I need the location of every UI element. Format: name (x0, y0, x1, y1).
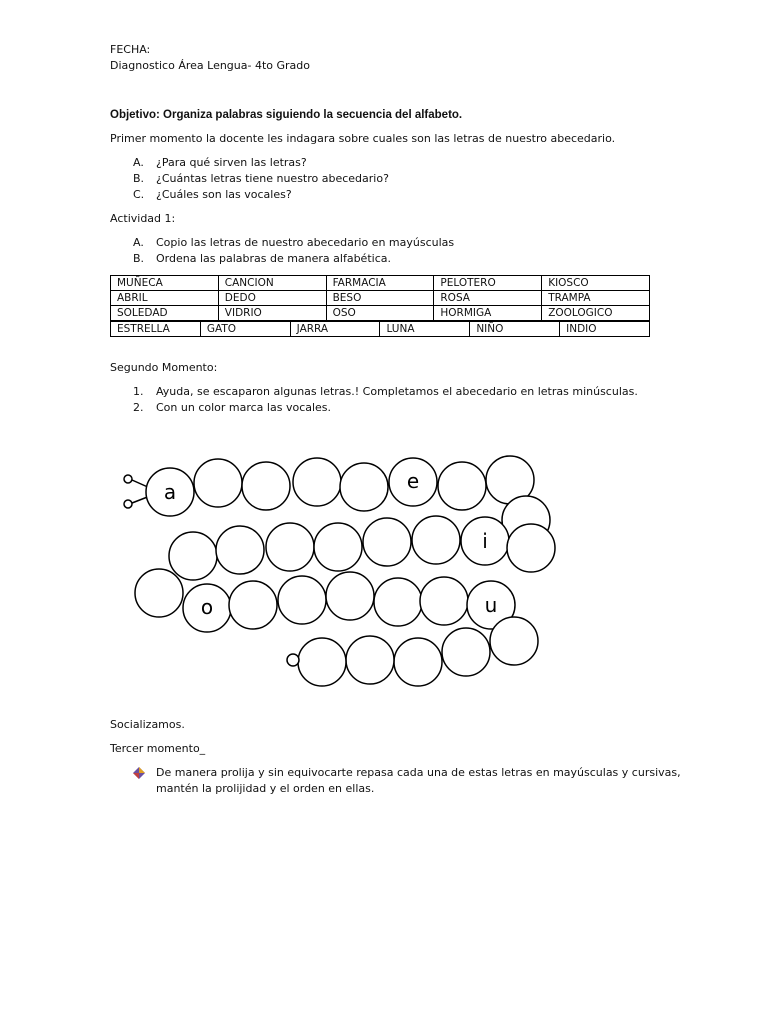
section-title: Tercer momento_ (110, 742, 206, 755)
table-cell: LUNA (380, 322, 470, 337)
list-marker: B. (133, 252, 145, 265)
table-row (111, 322, 650, 337)
vowel-letter: o (200, 595, 214, 619)
table-cell: OSO (326, 306, 434, 321)
date-label: FECHA: (110, 43, 151, 56)
table-cell: GATO (200, 322, 290, 337)
table-cell: INDIO (560, 322, 650, 337)
table-cell: BESO (326, 291, 434, 306)
list-marker: C. (133, 188, 145, 201)
list-item: Copio las letras de nuestro abecedario en mayúsculas (156, 236, 455, 249)
table-cell: JARRA (290, 322, 380, 337)
vowel-letter: u (484, 593, 498, 617)
list-marker: 2. (133, 401, 144, 414)
table-cell: ABRIL (111, 291, 219, 306)
list-item: Ordena las palabras de manera alfabética. (156, 252, 391, 265)
table-cell: FARMACIA (326, 276, 434, 291)
table-cell: SOLEDAD (111, 306, 219, 321)
document-subtitle: Diagnostico Área Lengua- 4to Grado (110, 59, 311, 72)
table-cell: KIOSCO (542, 276, 650, 291)
bullet-text-line: De manera prolija y sin equivocarte repasa cada una de estas letras en mayúsculas y cursivas, (156, 766, 681, 779)
vowel-letter: i (482, 529, 488, 553)
list-marker: 1. (133, 385, 144, 398)
table-cell: ZOOLOGICO (542, 306, 650, 321)
table-row (111, 291, 650, 306)
vowel-letter: a (163, 480, 177, 504)
list-item: ¿Cuáles son las vocales? (156, 188, 292, 201)
table-cell: HORMIGA (434, 306, 542, 321)
table-row (111, 276, 650, 291)
table-cell: NIÑO (470, 322, 560, 337)
socializamos-text: Socializamos. (110, 718, 185, 731)
list-item: ¿Para qué sirven las letras? (156, 156, 307, 169)
list-item: Con un color marca las vocales. (156, 401, 332, 414)
word-table (110, 275, 650, 321)
diamond-bullet-icon (133, 767, 145, 779)
list-marker: A. (133, 156, 144, 169)
activity-title: Actividad 1: (110, 212, 176, 225)
table-cell: DEDO (218, 291, 326, 306)
word-table-last-row (110, 321, 650, 337)
list-marker: A. (133, 236, 144, 249)
caterpillar-illustration (110, 448, 560, 708)
list-item: Ayuda, se escaparon algunas letras.! Completamos el abecedario en letras minúsculas. (156, 385, 638, 398)
table-cell: MUÑECA (111, 276, 219, 291)
objective-heading: Objetivo: Organiza palabras siguiendo la secuencia del alfabeto. (110, 109, 463, 121)
table-row (111, 306, 650, 321)
table-cell: TRAMPA (542, 291, 650, 306)
table-cell: PELOTERO (434, 276, 542, 291)
bullet-text-line: mantén la prolijidad y el orden en ellas. (156, 782, 375, 795)
table-cell: ESTRELLA (111, 322, 201, 337)
section-title: Segundo Momento: (110, 361, 218, 374)
intro-paragraph: Primer momento la docente les indagara sobre cuales son las letras de nuestro abecedario. (110, 132, 616, 145)
vowel-letter: e (406, 469, 420, 493)
table-cell: VIDRIO (218, 306, 326, 321)
table-cell: ROSA (434, 291, 542, 306)
list-item: ¿Cuántas letras tiene nuestro abecedario? (156, 172, 389, 185)
table-cell: CANCION (218, 276, 326, 291)
list-marker: B. (133, 172, 145, 185)
